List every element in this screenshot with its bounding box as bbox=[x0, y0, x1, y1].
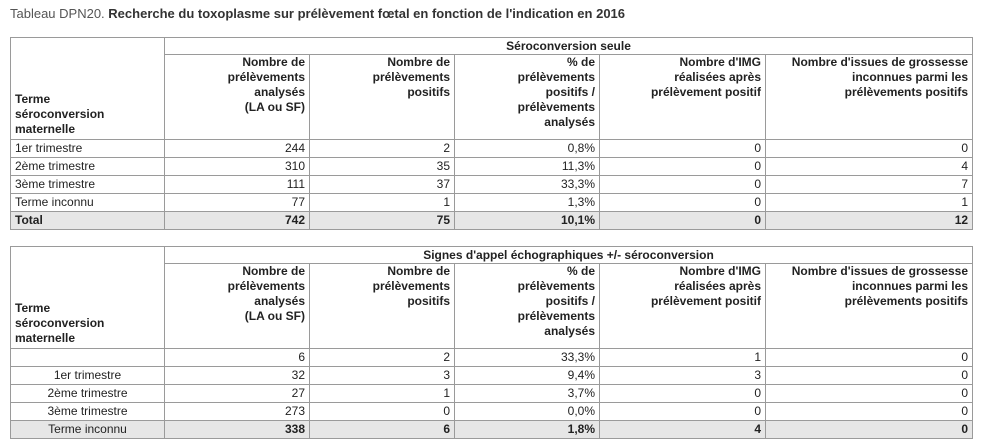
cell: 33,3% bbox=[455, 176, 600, 194]
row-label: 3ème trimestre bbox=[11, 176, 165, 194]
row-label: Terme inconnu bbox=[11, 194, 165, 212]
row-label: Terme inconnu bbox=[11, 421, 165, 439]
column-header: Nombre d'IMG réalisées après prélèvement positif bbox=[600, 55, 766, 140]
cell: 244 bbox=[165, 140, 310, 158]
cell: 742 bbox=[165, 212, 310, 230]
row-label: 2ème trimestre bbox=[11, 158, 165, 176]
column-header: Nombre d'IMG réalisées après prélèvement positif bbox=[600, 264, 766, 349]
cell: 1 bbox=[766, 194, 973, 212]
column-header: % de prélèvements positifs / prélèvements analysés bbox=[455, 55, 600, 140]
cell: 77 bbox=[165, 194, 310, 212]
column-header: Nombre de prélèvements analysés (LA ou SF) bbox=[165, 264, 310, 349]
row-label bbox=[11, 349, 165, 367]
cell: 32 bbox=[165, 367, 310, 385]
table-caption bbox=[10, 6, 625, 21]
row-label: 1er trimestre bbox=[11, 140, 165, 158]
cell: 1 bbox=[310, 385, 455, 403]
row-label: 1er trimestre bbox=[11, 367, 165, 385]
cell: 3,7% bbox=[455, 385, 600, 403]
table-seroconversion-seule bbox=[10, 37, 973, 230]
cell: 3 bbox=[600, 367, 766, 385]
cell: 0 bbox=[600, 212, 766, 230]
cell: 1 bbox=[600, 349, 766, 367]
cell: 6 bbox=[165, 349, 310, 367]
total-row bbox=[11, 421, 973, 439]
cell: 2 bbox=[310, 349, 455, 367]
cell: 1,3% bbox=[455, 194, 600, 212]
cell: 11,3% bbox=[455, 158, 600, 176]
table-row bbox=[11, 403, 973, 421]
cell: 35 bbox=[310, 158, 455, 176]
column-header: % de prélèvements positifs / prélèvements analysés bbox=[455, 264, 600, 349]
cell: 37 bbox=[310, 176, 455, 194]
column-header: Nombre d'issues de grossesse inconnues parmi les prélèvements positifs bbox=[766, 55, 973, 140]
cell: 0 bbox=[766, 421, 973, 439]
cell: 12 bbox=[766, 212, 973, 230]
cell: 10,1% bbox=[455, 212, 600, 230]
cell: 1 bbox=[310, 194, 455, 212]
table-row bbox=[11, 349, 973, 367]
group-header: Séroconversion seule bbox=[165, 38, 973, 55]
cell: 273 bbox=[165, 403, 310, 421]
table-signes-echographiques bbox=[10, 246, 973, 439]
cell: 0 bbox=[766, 349, 973, 367]
cell: 0 bbox=[600, 158, 766, 176]
table-row bbox=[11, 385, 973, 403]
cell: 9,4% bbox=[455, 367, 600, 385]
table-row bbox=[11, 176, 973, 194]
table-row bbox=[11, 194, 973, 212]
cell: 0 bbox=[766, 403, 973, 421]
row-header: Terme séroconversion maternelle bbox=[11, 247, 165, 349]
row-header: Terme séroconversion maternelle bbox=[11, 38, 165, 140]
cell: 0 bbox=[600, 140, 766, 158]
cell: 2 bbox=[310, 140, 455, 158]
cell: 0 bbox=[766, 385, 973, 403]
cell: 0 bbox=[600, 194, 766, 212]
cell: 75 bbox=[310, 212, 455, 230]
cell: 1,8% bbox=[455, 421, 600, 439]
cell: 0 bbox=[310, 403, 455, 421]
cell: 338 bbox=[165, 421, 310, 439]
row-label: Total bbox=[11, 212, 165, 230]
cell: 310 bbox=[165, 158, 310, 176]
table-row bbox=[11, 367, 973, 385]
group-header: Signes d'appel échographiques +/- séroconversion bbox=[165, 247, 973, 264]
cell: 27 bbox=[165, 385, 310, 403]
table-row bbox=[11, 140, 973, 158]
cell: 0,8% bbox=[455, 140, 600, 158]
cell: 3 bbox=[310, 367, 455, 385]
cell: 0 bbox=[600, 403, 766, 421]
row-label: 3ème trimestre bbox=[11, 403, 165, 421]
caption-text: Recherche du toxoplasme sur prélèvement fœtal en fonction de l'indication en 2016 bbox=[108, 6, 626, 21]
table-row bbox=[11, 158, 973, 176]
cell: 33,3% bbox=[455, 349, 600, 367]
total-row bbox=[11, 212, 973, 230]
cell: 0 bbox=[766, 140, 973, 158]
row-label: 2ème trimestre bbox=[11, 385, 165, 403]
cell: 0 bbox=[600, 176, 766, 194]
caption-reference: Tableau DPN20. bbox=[10, 6, 105, 21]
cell: 4 bbox=[600, 421, 766, 439]
cell: 0,0% bbox=[455, 403, 600, 421]
column-header: Nombre de prélèvements positifs bbox=[310, 264, 455, 349]
cell: 0 bbox=[766, 367, 973, 385]
cell: 111 bbox=[165, 176, 310, 194]
cell: 6 bbox=[310, 421, 455, 439]
cell: 4 bbox=[766, 158, 973, 176]
column-header: Nombre de prélèvements positifs bbox=[310, 55, 455, 140]
column-header: Nombre d'issues de grossesse inconnues parmi les prélèvements positifs bbox=[766, 264, 973, 349]
cell: 7 bbox=[766, 176, 973, 194]
column-header: Nombre de prélèvements analysés (LA ou SF) bbox=[165, 55, 310, 140]
cell: 0 bbox=[600, 385, 766, 403]
